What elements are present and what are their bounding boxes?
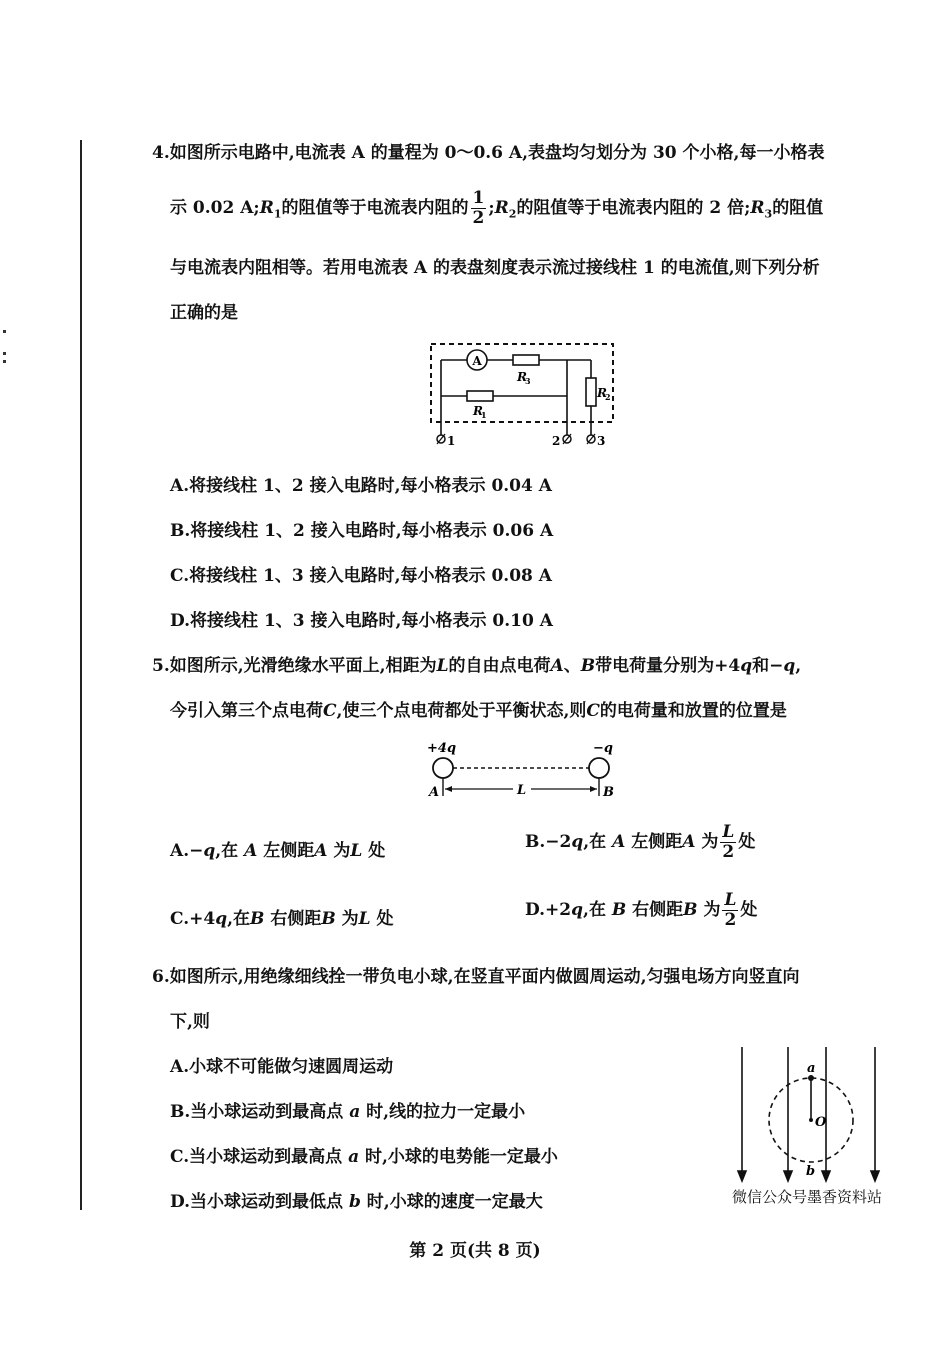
terminal-2-label: 2: [552, 434, 561, 448]
option-text: ,在: [215, 841, 239, 861]
distance-label: L: [517, 783, 527, 798]
q5-text: 今引入第三个点电荷: [170, 701, 323, 721]
watermark-text: [729, 1186, 885, 1207]
q4-option-c: [170, 561, 552, 586]
option-text: 时,线的拉力一定最小: [366, 1102, 526, 1122]
var-r: R: [750, 198, 765, 218]
q4-text: 示 0.02 A;: [170, 198, 260, 218]
q5-text: 带电荷量分别为+4: [595, 656, 741, 676]
charge-b-label: −q: [593, 741, 613, 756]
subscript: 3: [764, 207, 773, 221]
terminal-1-label: 1: [447, 434, 456, 448]
q6-line-2: [170, 1007, 210, 1032]
option-text: 处: [740, 900, 758, 920]
option-text: A.−: [170, 841, 204, 861]
r2-subscript: 2: [605, 392, 611, 402]
option-text: C.将接线柱 1、3 接入电路时,每小格表示 0.08 A: [170, 566, 552, 586]
var-l: L: [436, 656, 449, 676]
var-q: q: [783, 656, 796, 676]
charges-diagram: [425, 738, 625, 800]
margin-dot: [3, 330, 6, 333]
fraction-denominator: 2: [722, 842, 735, 862]
q4-line-1: [152, 138, 824, 163]
resistor-r3: [513, 355, 539, 365]
var-r: R: [259, 198, 274, 218]
option-text: ,在: [227, 909, 251, 929]
q5-option-c: [170, 904, 394, 929]
option-text: 为: [701, 832, 719, 852]
page-footer: [0, 1236, 950, 1261]
var-a: a: [348, 1147, 360, 1167]
option-text: B.当小球运动到最高点: [170, 1102, 344, 1122]
fraction-half: [471, 190, 487, 227]
var-q: q: [740, 656, 753, 676]
option-text: D.+2: [525, 900, 572, 920]
option-text: 右侧距: [270, 909, 322, 929]
var-q: q: [203, 841, 216, 861]
var-b: B: [321, 909, 336, 929]
option-text: ,在: [583, 832, 607, 852]
option-text: B.−2: [525, 832, 572, 852]
var-r: R: [494, 198, 509, 218]
option-text: D.将接线柱 1、3 接入电路时,每小格表示 0.10 A: [170, 611, 553, 631]
var-c: C: [323, 701, 337, 721]
option-text: 右侧距: [632, 900, 684, 920]
resistor-r1: [467, 391, 493, 401]
q5-text: 和−: [752, 656, 784, 676]
q5-option-a: [170, 836, 385, 861]
var-b: B: [250, 909, 265, 929]
fraction-numerator: L: [722, 822, 735, 842]
charge-a-circle: [433, 758, 453, 778]
option-text: 时,小球的速度一定最大: [366, 1192, 543, 1212]
var-b: B: [580, 656, 596, 676]
q4-text: 的阻值: [772, 198, 824, 218]
var-q: q: [571, 832, 584, 852]
var-l: L: [358, 909, 371, 929]
option-text: D.当小球运动到最低点: [170, 1192, 344, 1212]
fraction-denominator: 2: [472, 208, 485, 228]
q6-option-a: [170, 1052, 393, 1077]
margin-dot: [3, 360, 6, 363]
q4-text: 的阻值等于电流表内阻的 2 倍;: [516, 198, 751, 218]
q4-option-a: [170, 471, 552, 496]
q5-text: 5.如图所示,光滑绝缘水平面上,相距为: [152, 656, 437, 676]
q6-text: 6.如图所示,用绝缘细线拴一带负电小球,在竖直平面内做圆周运动,匀强电场方向竖直向: [152, 967, 800, 987]
option-text: 左侧距: [263, 841, 315, 861]
q6-option-d: [170, 1187, 543, 1212]
var-l: L: [350, 841, 363, 861]
q4-text: 正确的是: [170, 303, 238, 323]
q4-stem-text: 4.如图所示电路中,电流表 A 的量程为 0～0.6 A,表盘均匀划分为 30 个小格,每一小格表: [152, 143, 825, 163]
var-q: q: [215, 909, 228, 929]
q6-option-b: [170, 1097, 525, 1122]
var-b: B: [683, 900, 698, 920]
q4-option-d: [170, 606, 553, 631]
point-a-label: a: [807, 1061, 816, 1076]
q5-text: 的电荷量和放置的位置是: [599, 701, 787, 721]
var-q: q: [571, 900, 584, 920]
charge-a-label: +4q: [427, 741, 457, 756]
q4-line-3: [170, 253, 820, 278]
option-text: ,在: [583, 900, 606, 920]
option-text: 为: [703, 900, 721, 920]
option-text: A.将接线柱 1、2 接入电路时,每小格表示 0.04 A: [170, 476, 552, 496]
var-a: a: [349, 1102, 361, 1122]
center-o-label: O: [815, 1115, 827, 1130]
r3-label: R: [517, 370, 527, 384]
r1-label: R: [473, 404, 483, 418]
q4-option-b: [170, 516, 553, 541]
option-text: C.当小球运动到最高点: [170, 1147, 343, 1167]
var-a: A: [682, 832, 696, 852]
ammeter-label: A: [472, 354, 482, 368]
q4-text: 的阻值等于电流表内阻的: [281, 198, 469, 218]
q4-text: 与电流表内阻相等。若用电流表 A 的表盘刻度表示流过接线柱 1 的电流值,则下列分析: [170, 258, 820, 278]
option-text: 处: [738, 832, 756, 852]
option-text: A.小球不可能做匀速圆周运动: [170, 1057, 394, 1077]
field-circle-diagram: [730, 1045, 890, 1185]
charge-b-circle: [589, 758, 609, 778]
option-text: 为: [341, 909, 359, 929]
fraction-numerator: L: [724, 890, 737, 910]
center-point: [809, 1118, 813, 1122]
q4-line-4: [170, 298, 238, 323]
subscript: 1: [273, 207, 282, 221]
separator: 、: [563, 656, 581, 676]
fraction-numerator: 1: [472, 188, 485, 208]
var-a: A: [314, 841, 328, 861]
fraction-l-half: [722, 892, 738, 929]
r1-subscript: 1: [481, 410, 487, 420]
var-a: A: [244, 841, 258, 861]
subscript: 2: [508, 207, 517, 221]
option-text: C.+4: [170, 909, 216, 929]
r2-label: R: [597, 386, 607, 400]
q6-option-c: [170, 1142, 558, 1167]
binding-margin-line: [80, 140, 82, 1210]
var-a: A: [612, 832, 626, 852]
q5-text: ,使三个点电荷都处于平衡状态,则: [336, 701, 587, 721]
q5-text: 的自由点电荷: [448, 656, 551, 676]
fraction-denominator: 2: [724, 910, 737, 930]
fraction-l-half: [720, 824, 736, 861]
q5-line-2: [170, 696, 787, 721]
q5-line-1: 5.如图所示,光滑绝缘水平面上,相距为L的自由点电荷A、B带电荷量分别为+4q和−q,: [152, 656, 802, 676]
option-text: 处: [376, 909, 394, 929]
var-a: A: [550, 656, 564, 676]
var-b: b: [348, 1192, 361, 1212]
r3-subscript: 3: [525, 376, 531, 386]
option-text: 左侧距: [631, 832, 683, 852]
watermark-label: 微信公众号墨香资料站: [732, 1188, 883, 1206]
q6-line-1: [152, 962, 800, 987]
var-c: C: [586, 701, 600, 721]
margin-dot: [3, 352, 6, 355]
option-text: B.将接线柱 1、2 接入电路时,每小格表示 0.06 A: [170, 521, 554, 541]
resistor-r2: [586, 378, 596, 406]
option-text: 处: [368, 841, 386, 861]
circuit-diagram: [425, 338, 620, 450]
var-b: B: [611, 900, 627, 920]
q5-option-d: [525, 892, 757, 929]
point-a-label: A: [429, 785, 440, 800]
page-number: 第 2 页(共 8 页): [409, 1241, 541, 1261]
option-text: 时,小球的电势能一定最小: [365, 1147, 558, 1167]
point-b-label: b: [806, 1164, 816, 1179]
q6-text: 下,则: [170, 1012, 210, 1032]
terminal-3-label: 3: [597, 434, 606, 448]
q4-line-2: 示 0.02 $A;R_1$的阻值等于电流表内阻的 $\frac{1}{2}$ $;R_2$的阻值等于电流表内阻的 2 倍$;R_3$的阻值: [170, 188, 824, 228]
point-b-label: B: [603, 785, 614, 800]
q5-option-b: [525, 824, 755, 861]
option-text: 为: [333, 841, 351, 861]
